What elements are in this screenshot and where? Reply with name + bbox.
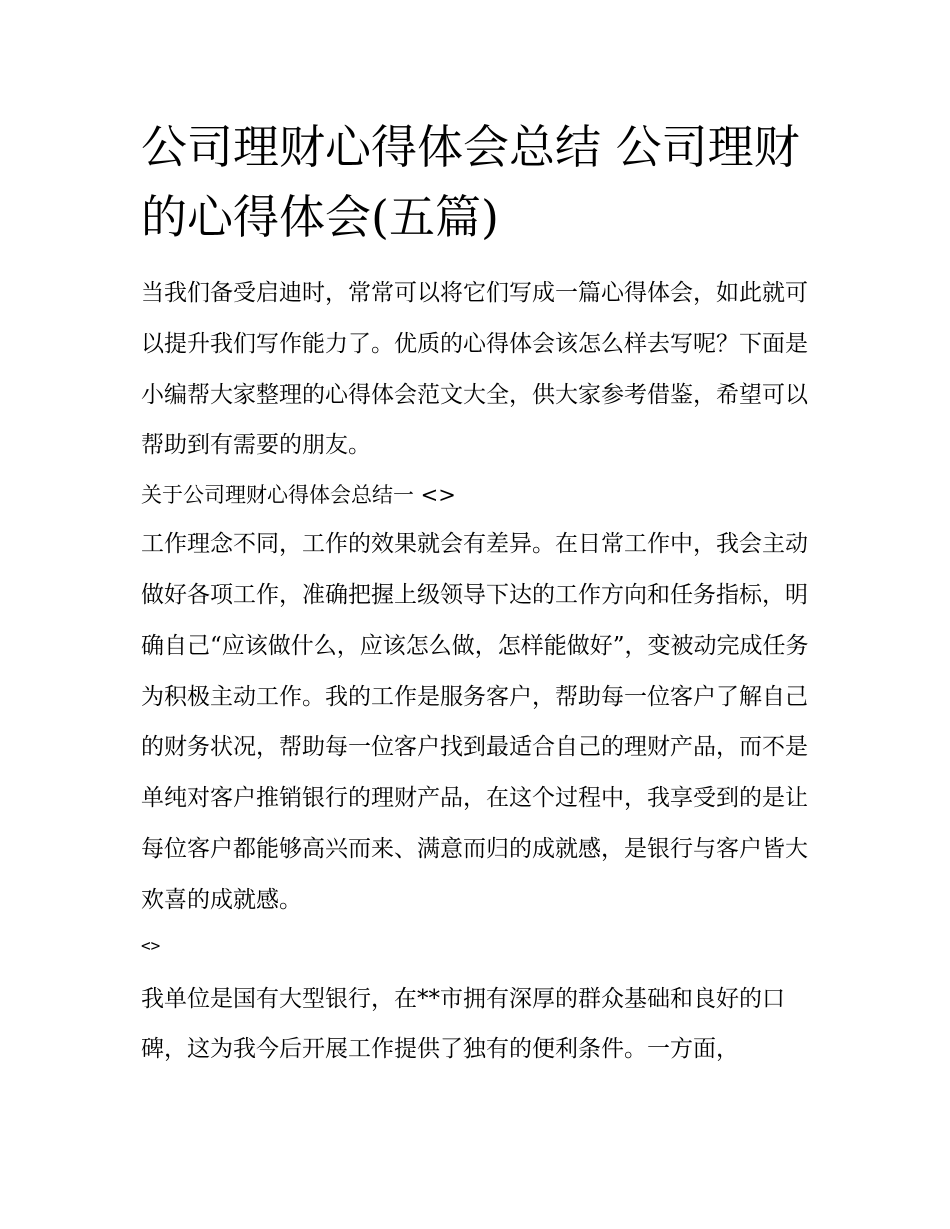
body-paragraph-1: 工作理念不同，工作的效果就会有差异。在日常工作中，我会主动做好各项工作，准确把握上级领导下达的工作方向和任务指标，明确自己“应该做什么，应该怎么做，怎样能做好”，变被动完成任务为积极主动工作。我的工作是服务客户，帮助每一位客户了解自己的财务状况，帮助每一位客户找到最适合自己的理财产品，而不是单纯对客户推销银行的理财产品，在这个过程中，我享受到的是让每位客户都能够高兴而来、满意而归的成就感，是银行与客户皆大欢喜的成就感。 — [141, 531, 809, 913]
document-title: 公司理财心得体会总结 公司理财的心得体会(五篇) — [141, 120, 800, 244]
body-paragraph-2: 我单位是国有大型银行，在**市拥有深厚的群众基础和良好的口碑，这为我今后开展工作提供了独有的便利条件。一方面， — [141, 985, 785, 1063]
section-marker: <> — [141, 935, 161, 955]
intro-paragraph: 当我们备受启迪时，常常可以将它们写成一篇心得体会，如此就可以提升我们写作能力了。优质的心得体会该怎么样去写呢？下面是小编帮大家整理的心得体会范文大全，供大家参考借鉴，希望可以帮助到有需要的朋友。 — [141, 280, 808, 459]
document-body — [141, 112, 816, 1075]
section-heading: 关于公司理财心得体会总结一 <> — [141, 483, 456, 508]
